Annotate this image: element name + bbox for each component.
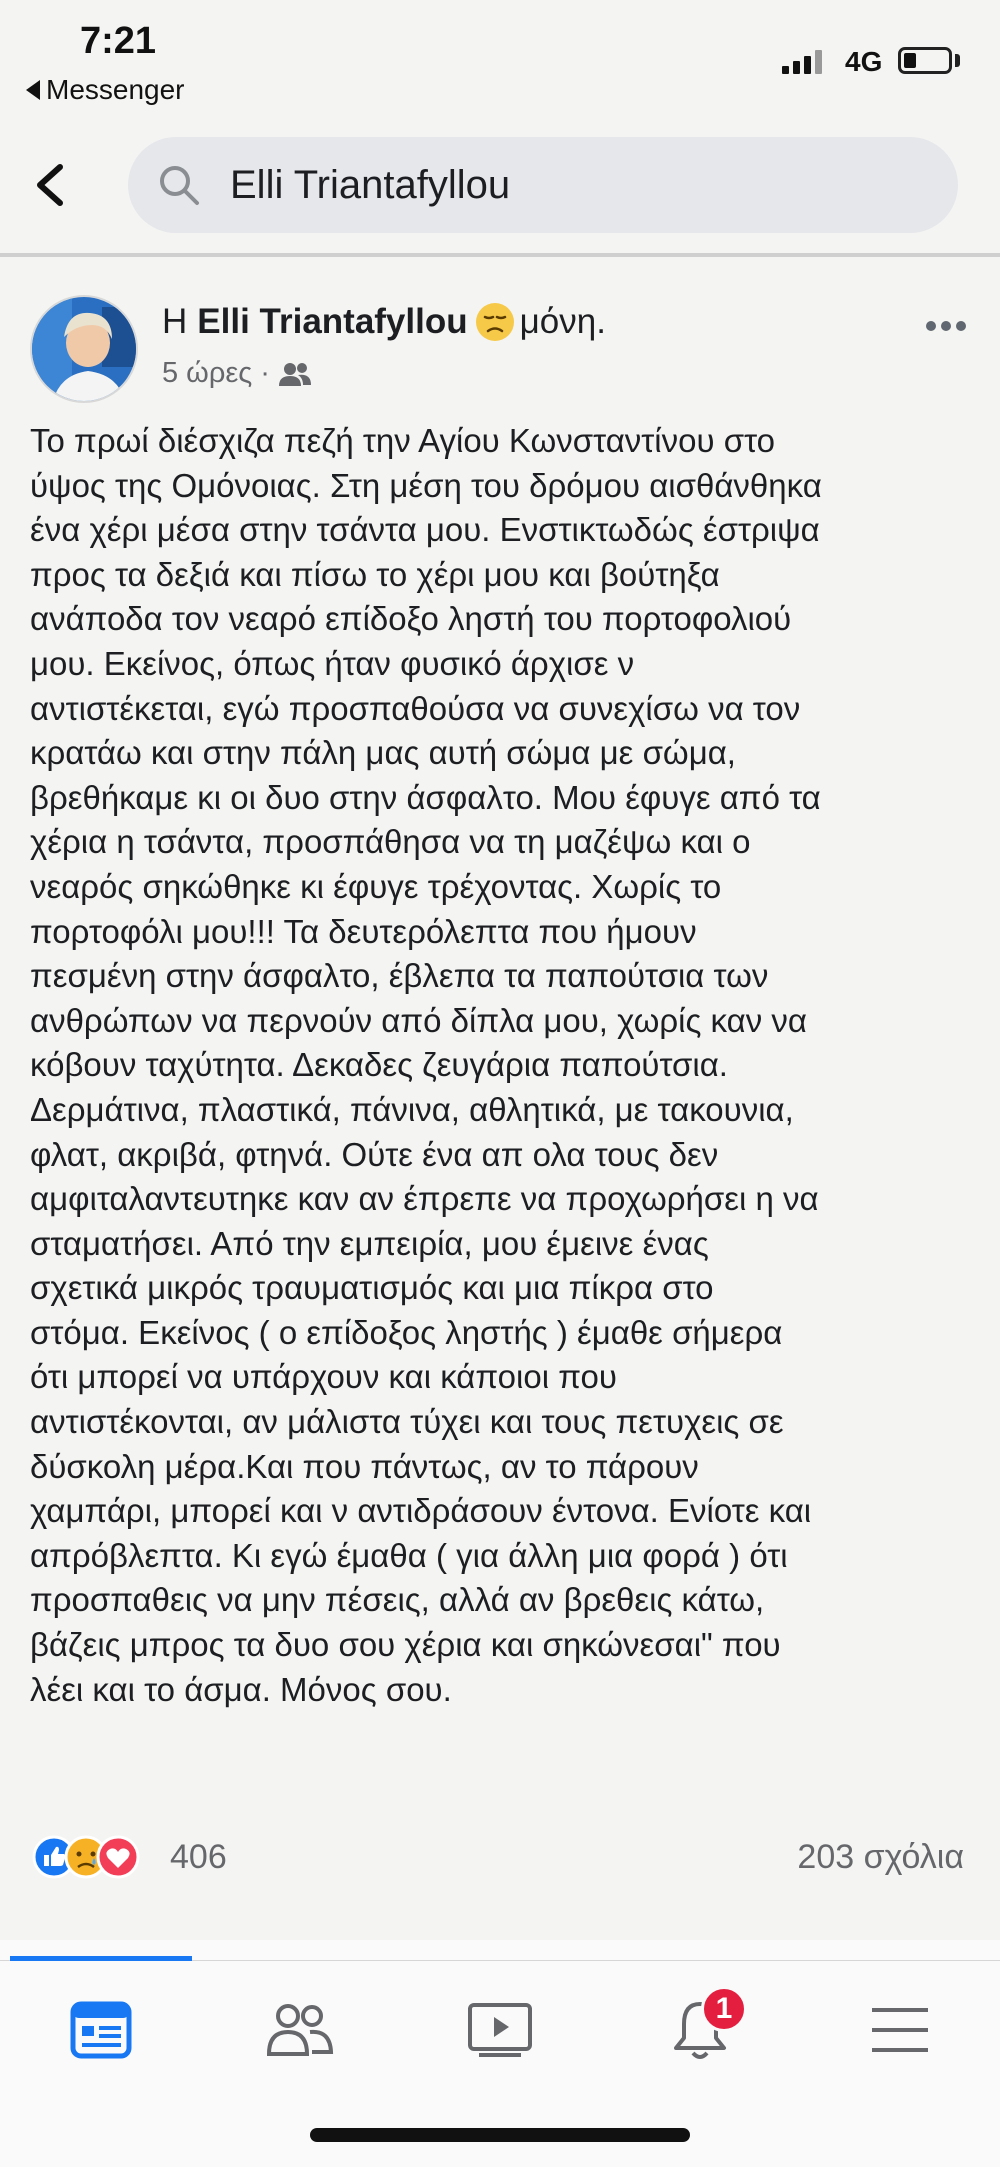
friends-audience-icon: [278, 361, 312, 387]
post-body-line: πορτοφόλι μου!!! Τα δευτερόλεπτα που ήμουν: [30, 912, 697, 950]
nav-menu[interactable]: [845, 1980, 955, 2080]
post-body-line: ένα χέρι μέσα στην τσάντα μου. Ενστικτωδώς έστριψα: [30, 511, 820, 549]
reaction-count[interactable]: 406: [170, 1838, 227, 1876]
author-prefix: Η: [162, 302, 188, 341]
back-triangle-icon: [26, 80, 40, 100]
post-body-line: δύσκολη μέρα.Και που πάντως, αν το πάρουν: [30, 1447, 699, 1485]
comments-count[interactable]: 203 σχόλια: [797, 1838, 964, 1876]
post-body-line: προσπαθεις να μην πέσεις, αλλά αν βρεθεις κάτω,: [30, 1581, 765, 1619]
post-body-line: Το πρωί διέσχιζα πεζή την Αγίου Κωνσταντίνου στο: [30, 422, 775, 459]
status-time: 7:21: [80, 20, 157, 62]
post-body-line: Δερμάτινα, πλαστικά, πάνινα, αθλητικά, με τακουνια,: [30, 1090, 794, 1128]
post-body-line: κρατάω και στην πάλη μας αυτή σώμα με σώμα,: [30, 734, 736, 772]
post-time[interactable]: 5 ώρες: [162, 357, 253, 389]
post-body-line: προς τα δεξιά και πίσω το χέρι μου και βούτηξα: [30, 555, 720, 593]
active-tab-indicator: [10, 1956, 192, 1961]
battery-fill: [904, 53, 916, 68]
reaction-icons[interactable]: [30, 1832, 170, 1882]
post-body: [30, 419, 980, 1712]
reactions-row: [0, 1832, 1000, 1892]
post-body-line: αντιστέκονται, αν μάλιστα τύχει και τους πετυχεις σε: [30, 1403, 784, 1441]
status-bar: [0, 0, 1000, 115]
post-body-line: στόμα. Εκείνος ( ο επίδοξος ληστής ) έμαθε σήμερα: [30, 1313, 783, 1351]
notification-badge: 1: [701, 1986, 747, 2032]
author-name[interactable]: Elli Triantafyllou: [197, 302, 468, 341]
post-body-line: φλατ, ακριβά, φτηνά. Ούτε ένα απ ολα τους δεν: [30, 1135, 719, 1173]
post-author-line: [162, 301, 606, 343]
back-arrow-icon[interactable]: [32, 163, 66, 207]
post-body-line: κόβουν ταχύτητα. Δεκαδες ζευγάρια παπούτσια.: [30, 1046, 728, 1084]
sad-face-icon: [474, 301, 516, 343]
avatar[interactable]: [30, 295, 138, 403]
back-app-label: Messenger: [46, 74, 185, 105]
nav-news-feed[interactable]: [46, 1980, 156, 2080]
post-body-line: σχετικά μικρός τραυματισμός και μια πίκρα στο: [30, 1269, 714, 1307]
post-meta: [162, 357, 312, 390]
menu-hamburger-icon: [870, 2005, 930, 2055]
post-body-line: χέρια η τσάντα, προσπάθησα να τη μαζέψω και ο: [30, 823, 751, 861]
search-bar[interactable]: [128, 137, 958, 233]
avatar-image: [32, 297, 138, 403]
post-body-line: βάζεις μπρος τα δυο σου χέρια και σηκώνεσαι" που: [30, 1626, 781, 1664]
nav-watch[interactable]: [445, 1980, 555, 2080]
post-body-line: χαμπάρι, μπορεί και ν αντιδράσουν έντονα. Ενίοτε και: [30, 1492, 812, 1530]
post: [0, 257, 1000, 1937]
nav-friends[interactable]: [245, 1980, 355, 2080]
post-body-line: λέει και το άσμα. Μόνος σου.: [30, 1670, 452, 1708]
post-body-line: σταματήσει. Από την εμπειρία, μου έμεινε ένας: [30, 1224, 709, 1262]
news-feed-icon: [70, 2001, 132, 2059]
nav-notifications[interactable]: [645, 1980, 755, 2080]
watch-video-icon: [467, 2002, 533, 2058]
battery-cap: [955, 54, 960, 67]
love-reaction-icon: [98, 1837, 138, 1877]
home-indicator: [310, 2128, 690, 2142]
post-body-line: ανθρώπων να περνούν από δίπλα μου, χωρίς καν να: [30, 1001, 807, 1039]
search-icon: [156, 162, 202, 208]
back-to-messenger[interactable]: [26, 74, 185, 106]
battery-icon: [898, 47, 952, 74]
post-body-line: αντιστέκεται, εγώ προσπαθούσα να συνεχίσω να τον: [30, 689, 801, 727]
network-type: 4G: [845, 46, 883, 77]
post-body-line: βρεθήκαμε κι οι δυο στην άσφαλτο. Μου έφυγε από τα: [30, 778, 821, 816]
post-body-line: νεαρός σηκώθηκε κι έφυγε τρέχοντας. Χωρίς το: [30, 867, 722, 905]
feeling-text: μόνη.: [519, 302, 606, 341]
post-body-line: ύψος της Ομόνοιας. Στη μέση του δρόμου αισθάνθηκα: [30, 466, 822, 504]
post-body-line: απρόβλεπτα. Κι εγώ έμαθα ( για άλλη μια φορά ) ότι: [30, 1536, 788, 1574]
post-body-line: πεσμένη στην άσφαλτο, έβλεπα τα παπούτσια των: [30, 957, 769, 995]
friends-icon: [266, 2002, 334, 2058]
post-body-line: ανάποδα τον νεαρό επίδοξο ληστή του πορτοφολιού: [30, 600, 792, 638]
more-options-icon[interactable]: [926, 321, 966, 331]
post-body-line: ότι μπορεί να υπάρχουν και κάποιοι που: [30, 1358, 617, 1396]
meta-separator: ·: [260, 357, 270, 389]
search-header: [0, 115, 1000, 257]
search-input[interactable]: [230, 163, 910, 208]
post-body-line: μου. Εκείνος, όπως ήταν φυσικό άρχισε ν: [30, 644, 635, 682]
signal-icon: [782, 50, 822, 74]
post-body-line: αμφιταλαντευτηκε καν αν έπρεπε να προχωρήσει η να: [30, 1180, 819, 1218]
